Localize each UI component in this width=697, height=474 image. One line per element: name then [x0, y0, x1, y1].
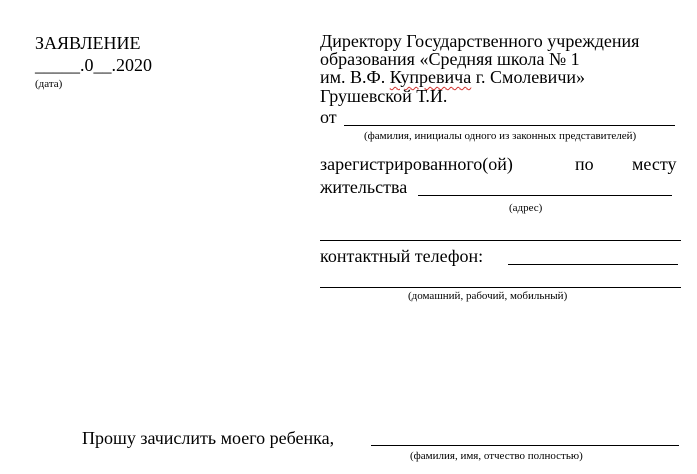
- from-label: от: [320, 107, 337, 127]
- school-name-misspelled: Купревича: [389, 67, 472, 87]
- addressee-prefix: им. В.Ф.: [320, 67, 390, 87]
- registration-word-3: месту: [632, 154, 677, 174]
- phone-label: контактный телефон:: [320, 246, 484, 266]
- child-name-caption: (фамилия, имя, отчество полностью): [410, 450, 583, 462]
- address-input-line[interactable]: [418, 195, 672, 196]
- address-input-line-2[interactable]: [320, 240, 681, 241]
- date-caption: (дата): [35, 78, 63, 90]
- phone-input-line[interactable]: [508, 264, 678, 265]
- addressee-line-1: Директору Государственного учреждения: [320, 31, 640, 51]
- date-field[interactable]: _____.0__.2020: [35, 55, 152, 75]
- registration-word-2: по: [575, 154, 594, 174]
- addressee-suffix: г. Смолевичи»: [471, 67, 586, 87]
- registration-word-1: зарегистрированного(ой): [320, 154, 513, 174]
- document-title: ЗАЯВЛЕНИЕ: [35, 33, 141, 53]
- address-caption: (адрес): [509, 202, 543, 214]
- from-caption: (фамилия, инициалы одного из законных представителей): [364, 130, 637, 142]
- phone-input-line-2[interactable]: [320, 287, 681, 288]
- from-input-line[interactable]: [344, 125, 675, 126]
- phone-caption: (домашний, рабочий, мобильный): [408, 290, 568, 302]
- child-name-input-line[interactable]: [371, 445, 679, 446]
- residence-label: жительства: [320, 177, 408, 197]
- director-name: Грушевской Т.И.: [320, 86, 448, 106]
- request-text: Прошу зачислить моего ребенка,: [82, 428, 335, 448]
- addressee-line-3: [320, 67, 585, 87]
- addressee-line-2: образования «Средняя школа № 1: [320, 49, 580, 69]
